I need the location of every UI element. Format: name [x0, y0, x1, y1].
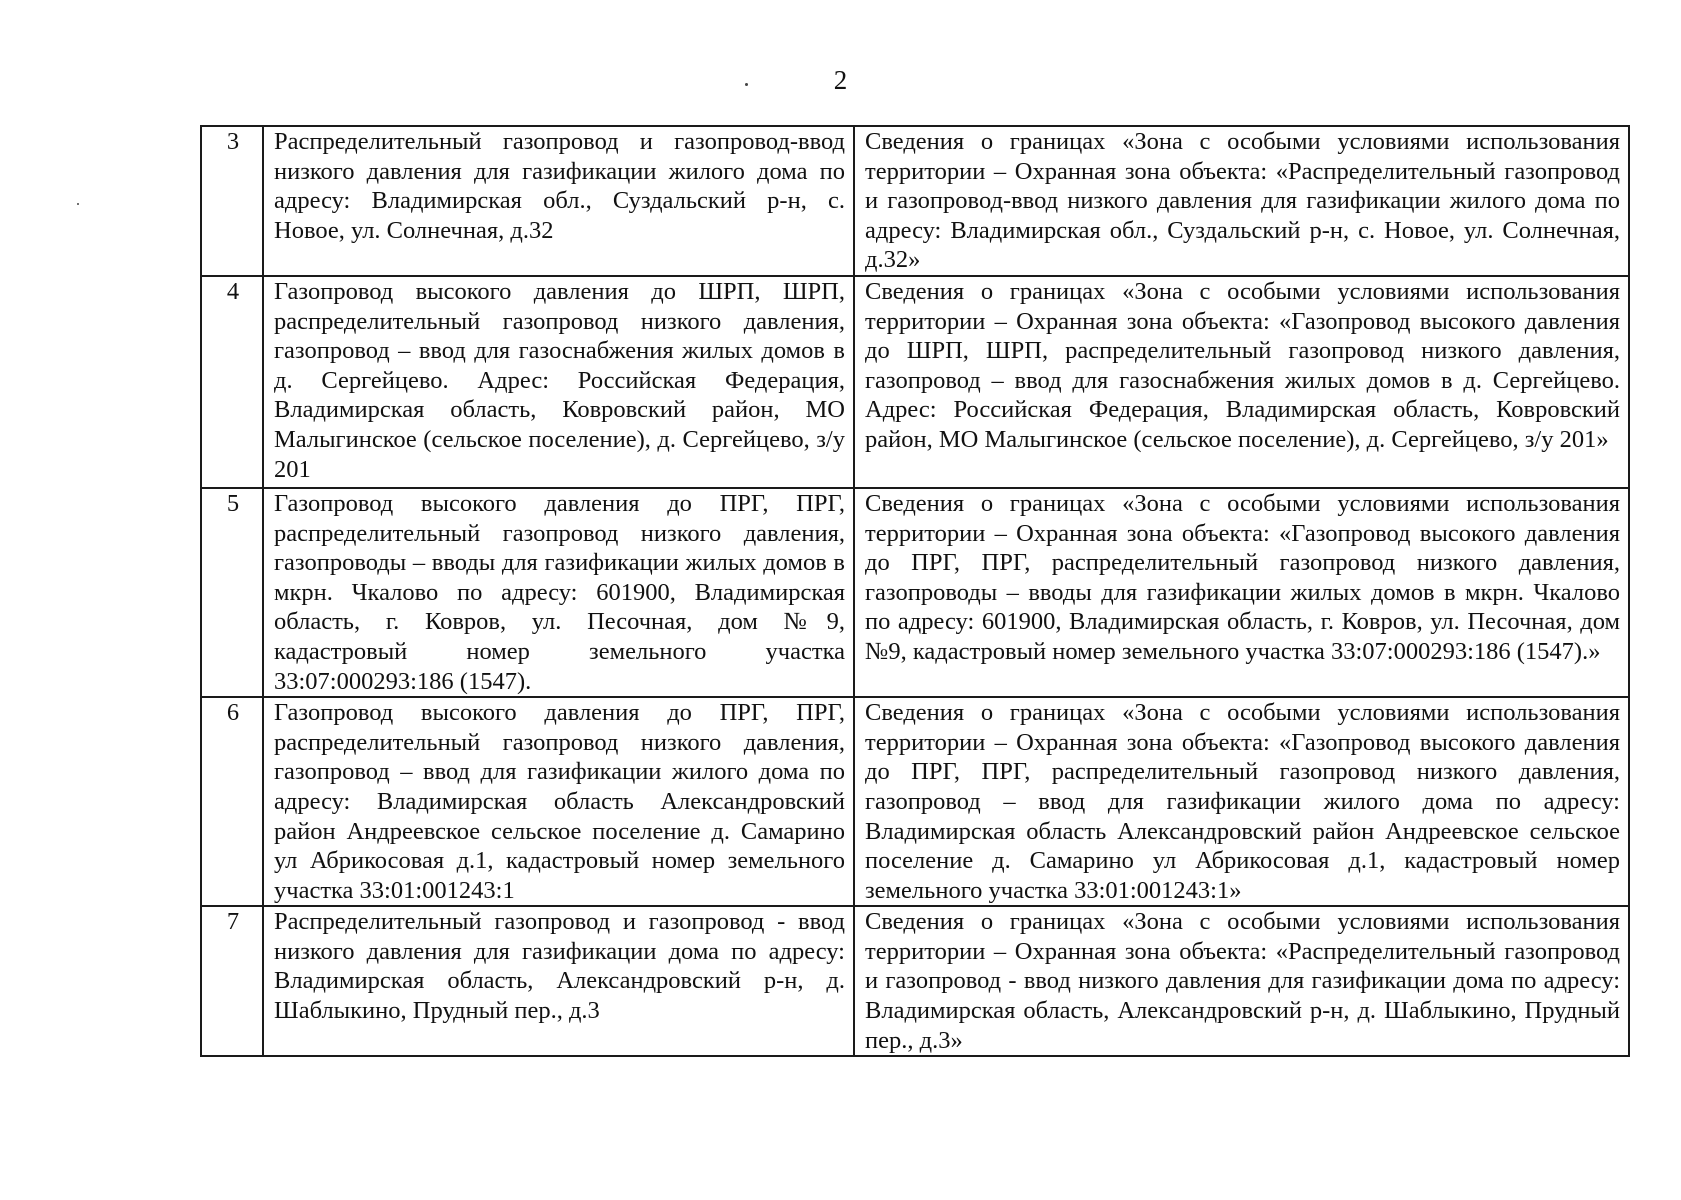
object-description: Газопровод высокого давления до ПРГ, ПРГ, распределительный газопровод низкого давления, газопроводы – вводы для газификации жилых домов в мкрн. Чкалово по адресу: 601900, Владимирская область, г. Ковров, ул. Песочная, дом №9, кадастровый номер земельного участка 33:07:000293:186 (1547).: [263, 488, 854, 697]
page-number: 2: [833, 65, 848, 95]
table-row: [201, 488, 1629, 697]
object-description: Распределительный газопровод и газопровод-ввод низкого давления для газификации жилого дома по адресу: Владимирская обл., Суздальский р-н, с. Новое, ул. Солнечная, д.32: [263, 126, 854, 276]
scan-speck: [745, 83, 748, 86]
row-number: 5: [201, 488, 263, 697]
table-row: [201, 126, 1629, 276]
row-number: 4: [201, 276, 263, 488]
table-row: [201, 697, 1629, 906]
row-number: 6: [201, 697, 263, 906]
object-description: Распределительный газопровод и газопровод - ввод низкого давления для газификации дома по адресу: Владимирская область, Александровский р-н, д. Шаблыкино, Прудный пер., д.3: [263, 906, 854, 1056]
row-number: 3: [201, 126, 263, 276]
object-description: Газопровод высокого давления до ПРГ, ПРГ, распределительный газопровод низкого давления, газопровод – ввод для газификации жилого дома по адресу: Владимирская область Александровский район Андреевское сельское поселение д. Самарино ул Абрикосовая д.1, кадастровый номер земельного участка 33:01:001243:1: [263, 697, 854, 906]
zone-information: Сведения о границах «Зона с особыми условиями использования территории – Охранная зона объекта: «Распределительный газопровод и газопровод - ввод низкого давления для газификации дома по адресу: Владимирская область, Александровский р-н, д. Шаблыкино, Прудный пер., д.3»: [854, 906, 1629, 1056]
objects-table: [200, 125, 1630, 1057]
zone-information: Сведения о границах «Зона с особыми условиями использования территории – Охранная зона объекта: «Газопровод высокого давления до ШРП, ШРП, распределительный газопровод низкого давления, газопровод – ввод для газоснабжения жилых домов в д. Сергейцево. Адрес: Российская Федерация, Владимирская область, Ковровский район, МО Малыгинское (сельское поселение), д. Сергейцево, з/у 201»: [854, 276, 1629, 488]
table-row: [201, 276, 1629, 488]
zone-information: Сведения о границах «Зона с особыми условиями использования территории – Охранная зона объекта: «Газопровод высокого давления до ПРГ, ПРГ, распределительный газопровод низкого давления, газопровод – ввод для газификации жилого дома по адресу: Владимирская область Александровский район Андреевское сельское поселение д. Самарино ул Абрикосовая д.1, кадастровый номер земельного участка 33:01:001243:1»: [854, 697, 1629, 906]
table-row: [201, 906, 1629, 1056]
row-number: 7: [201, 906, 263, 1056]
object-description: Газопровод высокого давления до ШРП, ШРП, распределительный газопровод низкого давления, газопровод – ввод для газоснабжения жилых домов в д. Сергейцево. Адрес: Российская Федерация, Владимирская область, Ковровский район, МО Малыгинское (сельское поселение), д. Сергейцево, з/у 201: [263, 276, 854, 488]
scan-speck: [77, 203, 79, 205]
zone-information: Сведения о границах «Зона с особыми условиями использования территории – Охранная зона объекта: «Распределительный газопровод и газопровод-ввод низкого давления для газификации жилого дома по адресу: Владимирская обл., Суздальский р-н, с. Новое, ул. Солнечная, д.32»: [854, 126, 1629, 276]
zone-information: Сведения о границах «Зона с особыми условиями использования территории – Охранная зона объекта: «Газопровод высокого давления до ПРГ, ПРГ, распределительный газопровод низкого давления, газопроводы – вводы для газификации жилых домов в мкрн. Чкалово по адресу: 601900, Владимирская область, г. Ковров, ул. Песочная, дом №9, кадастровый номер земельного участка 33:07:000293:186 (1547).»: [854, 488, 1629, 697]
